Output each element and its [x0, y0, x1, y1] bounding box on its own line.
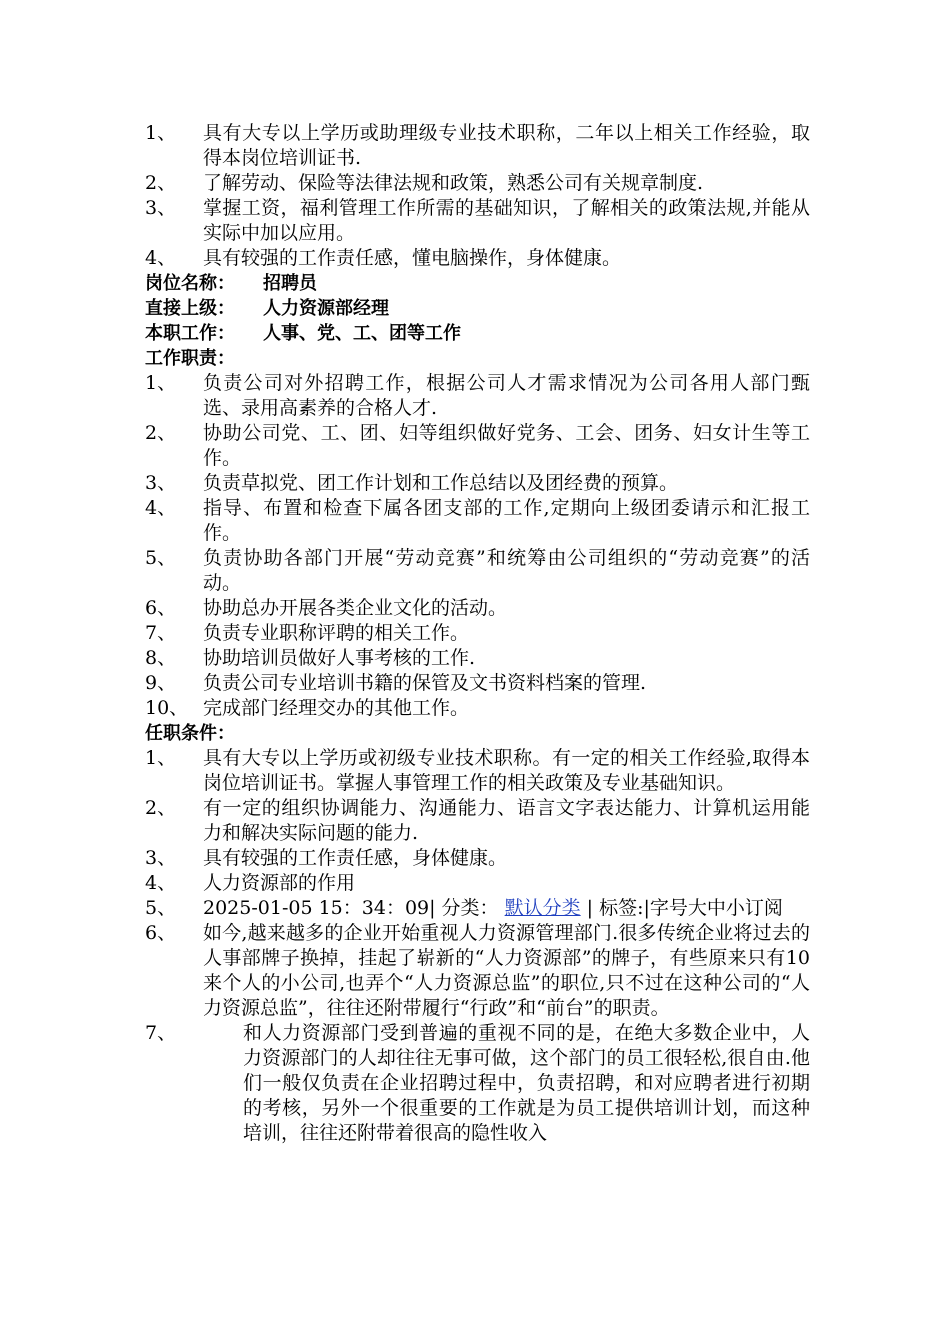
- item-number: 3、: [145, 847, 177, 869]
- item-text: 协助培训员做好人事考核的工作.: [203, 647, 476, 669]
- requirements-list: [145, 746, 810, 1146]
- item-number: 7、: [145, 622, 177, 644]
- item-number: 9、: [145, 672, 177, 694]
- supervisor-value: 人力资源部经理: [263, 298, 389, 319]
- job-name-label: 岗位名称：: [145, 273, 235, 294]
- list-item: [145, 596, 810, 621]
- list-item: [145, 796, 810, 846]
- list-item: [145, 646, 810, 671]
- item-number: 7、: [145, 1022, 177, 1044]
- document-page: [145, 121, 810, 1146]
- item-text: 协助公司党、工、团、妇等组织做好党务、工会、团务、妇女计生等工作。: [203, 422, 810, 469]
- supervisor-label: 直接上级：: [145, 298, 235, 319]
- tags-font-size-subscribe: | 标签:|字号大中小订阅: [580, 897, 783, 919]
- item-text: 负责草拟党、团工作计划和工作总结以及团经费的预算。: [203, 472, 679, 494]
- job-name-value: 招聘员: [263, 273, 317, 294]
- item-text: 人力资源部的作用: [203, 872, 356, 894]
- item-text: 具有较强的工作责任感，懂电脑操作，身体健康。: [203, 247, 622, 269]
- item-number: 3、: [145, 197, 177, 219]
- item-text: 负责协助各部门开展“劳动竞赛”和统筹由公司组织的“劳动竞赛”的活动。: [203, 547, 810, 594]
- list-item: [145, 621, 810, 646]
- list-item: [145, 696, 810, 721]
- item-number: 1、: [145, 372, 177, 394]
- item-text: 具有较强的工作责任感，身体健康。: [203, 847, 508, 869]
- item-text: 了解劳动、保险等法律法规和政策，熟悉公司有关规章制度.: [203, 172, 704, 194]
- duties-list: [145, 371, 810, 721]
- list-item: [145, 1021, 810, 1146]
- item-number: 6、: [145, 922, 177, 944]
- item-number: 4、: [145, 247, 177, 269]
- item-text: 负责专业职称评聘的相关工作。: [203, 622, 470, 644]
- item-number: 8、: [145, 647, 177, 669]
- item-number: 2、: [145, 797, 177, 819]
- item-number: 4、: [145, 497, 177, 519]
- supervisor-line: [145, 296, 810, 321]
- item-text: 具有大专以上学历或助理级专业技术职称，二年以上相关工作经验，取得本岗位培训证书.: [203, 122, 810, 169]
- duties-heading: 工作职责：: [145, 348, 235, 369]
- qualification-list: [145, 121, 810, 271]
- list-item: [145, 546, 810, 596]
- work-value: 人事、党、工、团等工作: [263, 323, 461, 344]
- item-text: [203, 896, 810, 921]
- list-item: [145, 471, 810, 496]
- list-item: [145, 196, 810, 246]
- list-item: [145, 371, 810, 421]
- item-text: 掌握工资，福利管理工作所需的基础知识，了解相关的政策法规,并能从实际中加以应用。: [203, 197, 810, 244]
- item-number: 2、: [145, 172, 177, 194]
- list-item: [145, 871, 810, 896]
- item-number: 1、: [145, 747, 177, 769]
- item-text: 完成部门经理交办的其他工作。: [203, 697, 470, 719]
- item-text: 和人力资源部门受到普遍的重视不同的是，在绝大多数企业中，人力资源部门的人却往往无事可做，这个部门的员工很轻松,很自由.他们一般仅负责在企业招聘过程中，负责招聘，和对应聘者进行初期的考核，另外一个很重要的工作就是为员工提供培训计划，而这种培训，往往还附带着很高的隐性收入: [243, 1022, 810, 1144]
- list-item: [145, 171, 810, 196]
- item-text: 指导、布置和检查下属各团支部的工作,定期向上级团委请示和汇报工作。: [203, 497, 810, 544]
- item-number: 2、: [145, 422, 177, 444]
- item-number: 4、: [145, 872, 177, 894]
- item-text: 有一定的组织协调能力、沟通能力、语言文字表达能力、计算机运用能力和解决实际问题的能力.: [203, 797, 810, 844]
- item-text: 协助总办开展各类企业文化的活动。: [203, 597, 508, 619]
- list-item: [145, 746, 810, 796]
- item-number: 5、: [145, 547, 177, 569]
- item-number: 6、: [145, 597, 177, 619]
- item-text: 具有大专以上学历或初级专业技术职称。有一定的相关工作经验,取得本岗位培训证书。掌握人事管理工作的相关政策及专业基础知识。: [203, 747, 810, 794]
- item-text: 负责公司专业培训书籍的保管及文书资料档案的管理.: [203, 672, 647, 694]
- work-line: [145, 321, 810, 346]
- item-text: 负责公司对外招聘工作，根据公司人才需求情况为公司各用人部门甄选、录用高素养的合格人才.: [203, 372, 810, 419]
- list-item: [145, 921, 810, 1021]
- list-item: [145, 496, 810, 546]
- list-item: [145, 846, 810, 871]
- list-item: [145, 671, 810, 696]
- category-link[interactable]: 默认分类: [504, 897, 581, 919]
- list-item: [145, 246, 810, 271]
- job-name-line: [145, 271, 810, 296]
- post-date-category: 2025-01-05 15：34：09| 分类：: [203, 897, 505, 919]
- item-number: 5、: [145, 897, 177, 919]
- item-number: 3、: [145, 472, 177, 494]
- work-label: 本职工作：: [145, 323, 235, 344]
- list-item: [145, 421, 810, 471]
- requirements-heading: 任职条件：: [145, 723, 235, 744]
- item-number: 10、: [145, 697, 189, 719]
- list-item: [145, 121, 810, 171]
- item-text: 如今,越来越多的企业开始重视人力资源管理部门.很多传统企业将过去的人事部牌子换掉，挂起了崭新的“人力资源部”的牌子，有些原来只有10来个人的小公司,也弄个“人力资源总监”的职位,只不过在这种公司的“人力资源总监”，往往还附带履行“行政”和“前台”的职责。: [203, 922, 810, 1019]
- item-number: 1、: [145, 122, 177, 144]
- meta-list-item: [145, 896, 810, 921]
